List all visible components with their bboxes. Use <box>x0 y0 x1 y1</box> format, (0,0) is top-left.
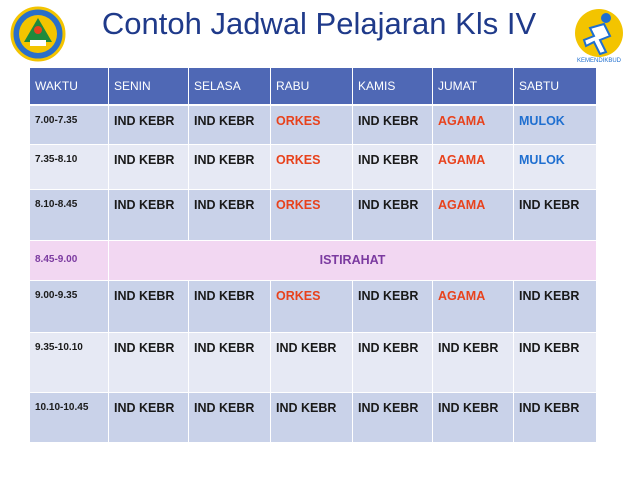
subject-cell: AGAMA <box>433 105 514 144</box>
column-header-rabu: RABU <box>271 68 353 106</box>
subject-cell: IND KEBR <box>189 392 271 442</box>
subject-cell: IND KEBR <box>433 332 514 392</box>
column-header-jumat: JUMAT <box>433 68 514 106</box>
time-cell: 8.45-9.00 <box>30 240 109 280</box>
subject-cell: IND KEBR <box>109 189 189 240</box>
subject-cell: IND KEBR <box>189 280 271 332</box>
table-row <box>30 392 597 442</box>
subject-cell: IND KEBR <box>353 189 433 240</box>
kemdikbud-emblem-icon <box>10 6 66 62</box>
subject-cell: ORKES <box>271 280 353 332</box>
subject-cell: IND KEBR <box>271 392 353 442</box>
subject-cell: IND KEBR <box>109 280 189 332</box>
table-row <box>30 280 597 332</box>
subject-cell: IND KEBR <box>433 392 514 442</box>
schedule-table <box>29 67 597 443</box>
table-row <box>30 332 597 392</box>
table-row <box>30 105 597 144</box>
subject-cell: IND KEBR <box>109 332 189 392</box>
column-header-selasa: SELASA <box>189 68 271 106</box>
subject-cell: IND KEBR <box>189 105 271 144</box>
subject-cell: ORKES <box>271 189 353 240</box>
time-cell: 8.10-8.45 <box>30 189 109 240</box>
subject-cell: IND KEBR <box>514 189 597 240</box>
column-header-kamis: KAMIS <box>353 68 433 106</box>
subject-cell: IND KEBR <box>271 332 353 392</box>
right-logo-text: KEMENDIKBUD <box>576 58 622 64</box>
subject-cell: IND KEBR <box>353 332 433 392</box>
subject-cell: ORKES <box>271 144 353 189</box>
table-row <box>30 144 597 189</box>
subject-cell: IND KEBR <box>514 332 597 392</box>
table-header-row <box>30 68 597 106</box>
subject-cell: IND KEBR <box>353 392 433 442</box>
subject-cell: ORKES <box>271 105 353 144</box>
time-cell: 7.00-7.35 <box>30 105 109 144</box>
subject-cell: MULOK <box>514 144 597 189</box>
subject-cell: IND KEBR <box>353 144 433 189</box>
subject-cell: IND KEBR <box>353 280 433 332</box>
subject-cell: MULOK <box>514 105 597 144</box>
time-cell: 7.35-8.10 <box>30 144 109 189</box>
break-label: ISTIRAHAT <box>109 240 597 280</box>
subject-cell: IND KEBR <box>189 144 271 189</box>
subject-cell: IND KEBR <box>514 280 597 332</box>
subject-cell: IND KEBR <box>353 105 433 144</box>
column-header-sabtu: SABTU <box>514 68 597 106</box>
subject-cell: AGAMA <box>433 144 514 189</box>
subject-cell: IND KEBR <box>109 144 189 189</box>
time-cell: 9.00-9.35 <box>30 280 109 332</box>
runner-logo-icon <box>568 6 630 64</box>
table-row <box>30 240 597 280</box>
subject-cell: AGAMA <box>433 189 514 240</box>
subject-cell: IND KEBR <box>189 189 271 240</box>
table-row <box>30 189 597 240</box>
subject-cell: IND KEBR <box>514 392 597 442</box>
page-title: Contoh Jadwal Pelajaran Kls IV <box>101 6 537 41</box>
time-cell: 9.35-10.10 <box>30 332 109 392</box>
time-cell: 10.10-10.45 <box>30 392 109 442</box>
column-header-senin: SENIN <box>109 68 189 106</box>
subject-cell: IND KEBR <box>109 105 189 144</box>
column-header-waktu: WAKTU <box>30 68 109 106</box>
subject-cell: IND KEBR <box>109 392 189 442</box>
subject-cell: AGAMA <box>433 280 514 332</box>
subject-cell: IND KEBR <box>189 332 271 392</box>
